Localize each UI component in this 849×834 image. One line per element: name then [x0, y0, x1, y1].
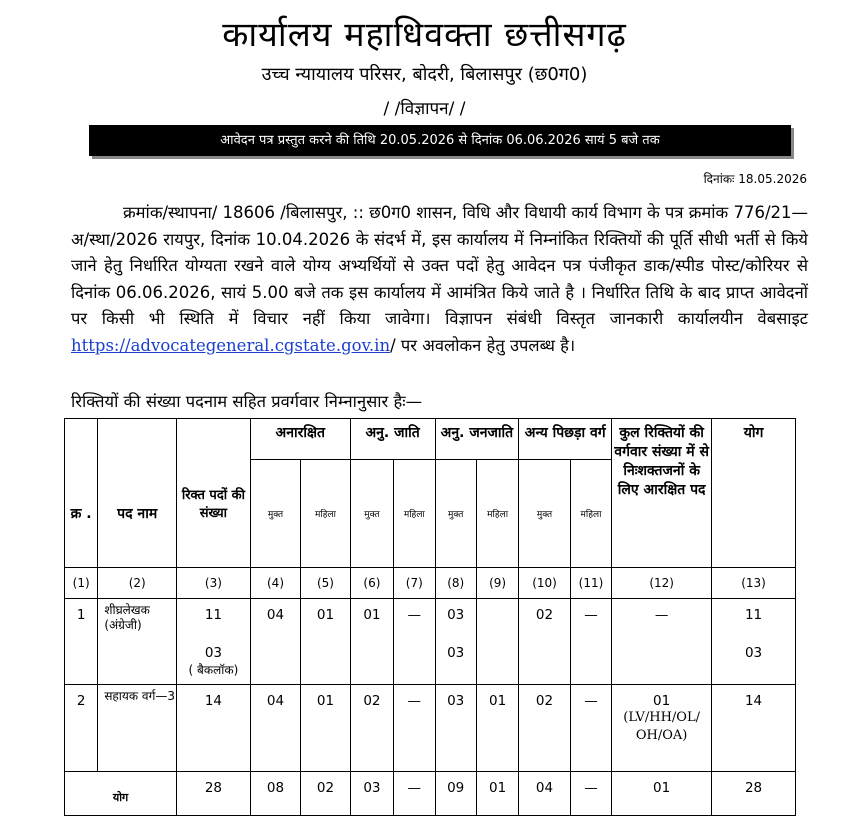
header-sc-mahila: महिला — [394, 460, 435, 568]
row-st-mukt-value: 03 — [447, 607, 465, 623]
row-disabled — [612, 685, 712, 772]
column-number: (4) — [250, 568, 300, 599]
row-st-mukt: 03 — [435, 685, 476, 772]
column-number: (12) — [612, 568, 712, 599]
row-count: 14 — [177, 685, 251, 772]
column-number-row — [65, 568, 796, 599]
header-sno: क्र . — [65, 419, 98, 568]
row-st-mahila — [476, 599, 518, 685]
footer-ur-mukt: 08 — [250, 772, 300, 816]
header-sc: अनु. जाति — [350, 419, 435, 460]
advertisement-heading: / /विज्ञापन/ / — [383, 99, 466, 119]
header-count: रिक्त पदों की संख्या — [177, 419, 251, 568]
row-disabled: — — [612, 599, 712, 685]
footer-ur-mahila: 02 — [301, 772, 350, 816]
row-sno: 1 — [65, 599, 98, 685]
link-suffix: / पर अवलोकन हेतु उपलब्ध है। — [390, 335, 576, 355]
header-st: अनु. जनजाति — [435, 419, 519, 460]
row-backlog-label: ( बैकलॉक) — [188, 663, 239, 677]
row-st-mukt-backlog: 03 — [447, 645, 465, 661]
header-st-mukt: मुक्त — [435, 460, 476, 568]
row-post: सहायक वर्ग—3 — [98, 685, 177, 772]
header-ur-mahila: महिला — [301, 460, 350, 568]
vacancy-intro: रिक्तियों की संख्या पदनाम सहित प्रवर्गवार निम्नानुसार हैः— — [71, 392, 423, 411]
column-number: (13) — [712, 568, 796, 599]
footer-count: 28 — [177, 772, 251, 816]
column-number: (1) — [65, 568, 98, 599]
header-sc-mukt: मुक्त — [350, 460, 393, 568]
column-number: (5) — [301, 568, 350, 599]
table-footer-row — [65, 772, 796, 816]
vacancy-table — [64, 418, 796, 816]
column-number: (10) — [519, 568, 570, 599]
column-number: (3) — [177, 568, 251, 599]
row-post: शीघ्रलेखक (अंग्रेजी) — [98, 599, 177, 685]
column-number: (2) — [98, 568, 177, 599]
office-address: उच्च न्यायालय परिसर, बोदरी, बिलासपुर (छ0ग0) — [261, 64, 588, 85]
application-date-banner: आवेदन पत्र प्रस्तुत करने की तिथि 20.05.2026 से दिनांक 06.06.2026 सायं 5 बजे तक — [89, 125, 791, 156]
row-ur-mukt: 04 — [250, 685, 300, 772]
row-obc-mukt: 02 — [519, 599, 570, 685]
footer-st-mukt: 09 — [435, 772, 476, 816]
column-number: (8) — [435, 568, 476, 599]
row-sno: 2 — [65, 685, 98, 772]
footer-sc-mahila: — — [394, 772, 435, 816]
row-ur-mahila: 01 — [301, 685, 350, 772]
row-ur-mukt: 04 — [250, 599, 300, 685]
office-title: कार्यालय महाधिवक्ता छत्तीसगढ़ — [222, 15, 627, 55]
notice-date: दिनांकः 18.05.2026 — [703, 172, 807, 186]
row-count-value: 11 — [204, 607, 222, 623]
row-total: 14 — [712, 685, 796, 772]
row-obc-mukt: 02 — [519, 685, 570, 772]
table-row — [65, 599, 796, 685]
footer-st-mahila: 01 — [476, 772, 518, 816]
header-ur-mukt: मुक्त — [250, 460, 300, 568]
header-unreserved: अनारक्षित — [250, 419, 350, 460]
row-st-mahila: 01 — [476, 685, 518, 772]
row-obc-mahila: — — [570, 685, 611, 772]
footer-total: 28 — [712, 772, 796, 816]
footer-label: योग — [65, 772, 177, 816]
row-total — [712, 599, 796, 685]
row-sc-mukt: 02 — [350, 685, 393, 772]
row-sc-mahila: — — [394, 599, 435, 685]
row-sc-mahila: — — [394, 685, 435, 772]
header-st-mahila: महिला — [476, 460, 518, 568]
footer-disabled: 01 — [612, 772, 712, 816]
header-obc: अन्य पिछड़ा वर्ग — [519, 419, 612, 460]
notice-paragraph-text: क्रमांक/स्थापना/ 18606 /बिलासपुर, :: छ0ग0 शासन, विधि और विधायी कार्य विभाग के पत्र क्रमांक 776/21—अ/स्था/2026 रायपुर, दिनांक 10.04.2026 के संदर्भ में, इस कार्यालय में निम्नांकित रिक्तियों की पूर्ति सीधी भर्ती से किये जाने हेतु निर्धारित योग्यता रखने वाले योग्य अभ्यर्थियों से उक्त पदों हेतु आवेदन पत्र पंजीकृत डाक/स्पीड पोस्ट/कोरियर से दिनांक 06.06.2026, सायं 5.00 बजे तक इस कार्यालय में आमंत्रित किये जाते है । निर्धारित तिथि के बाद प्राप्त आवेदनों पर किसी भी स्थिति में विचार नहीं किया जावेगा। विज्ञापन संबंधी विस्तृत जानकारी कार्यालयीन वेबसाइट — [71, 203, 809, 328]
header-obc-mahila: महिला — [570, 460, 611, 568]
row-total-backlog: 03 — [744, 645, 763, 661]
row-count — [177, 599, 251, 685]
row-ur-mahila: 01 — [301, 599, 350, 685]
column-number: (11) — [570, 568, 611, 599]
header-post: पद नाम — [98, 419, 177, 568]
header-obc-mukt: मुक्त — [519, 460, 570, 568]
footer-obc-mahila: — — [570, 772, 611, 816]
row-st-mukt — [435, 599, 476, 685]
row-count-backlog: 03 — [204, 645, 222, 661]
footer-obc-mukt: 04 — [519, 772, 570, 816]
header-total: योग — [712, 419, 796, 568]
row-disabled-note: (LV/HH/OL/ OH/OA) — [623, 710, 700, 743]
row-sc-mukt: 01 — [350, 599, 393, 685]
footer-sc-mukt: 03 — [350, 772, 393, 816]
notice-paragraph — [71, 200, 808, 359]
column-number: (9) — [476, 568, 518, 599]
website-link[interactable]: https://advocategeneral.cgstate.gov.in — [71, 335, 391, 355]
header-disabled: कुल रिक्तियों की वर्गवार संख्या में से निःशक्तजनों के लिए आरक्षित पद — [612, 419, 712, 568]
row-total-value: 11 — [744, 607, 763, 623]
table-row — [65, 685, 796, 772]
column-number: (6) — [350, 568, 393, 599]
row-disabled-value: 01 — [653, 693, 671, 709]
column-number: (7) — [394, 568, 435, 599]
row-obc-mahila: — — [570, 599, 611, 685]
